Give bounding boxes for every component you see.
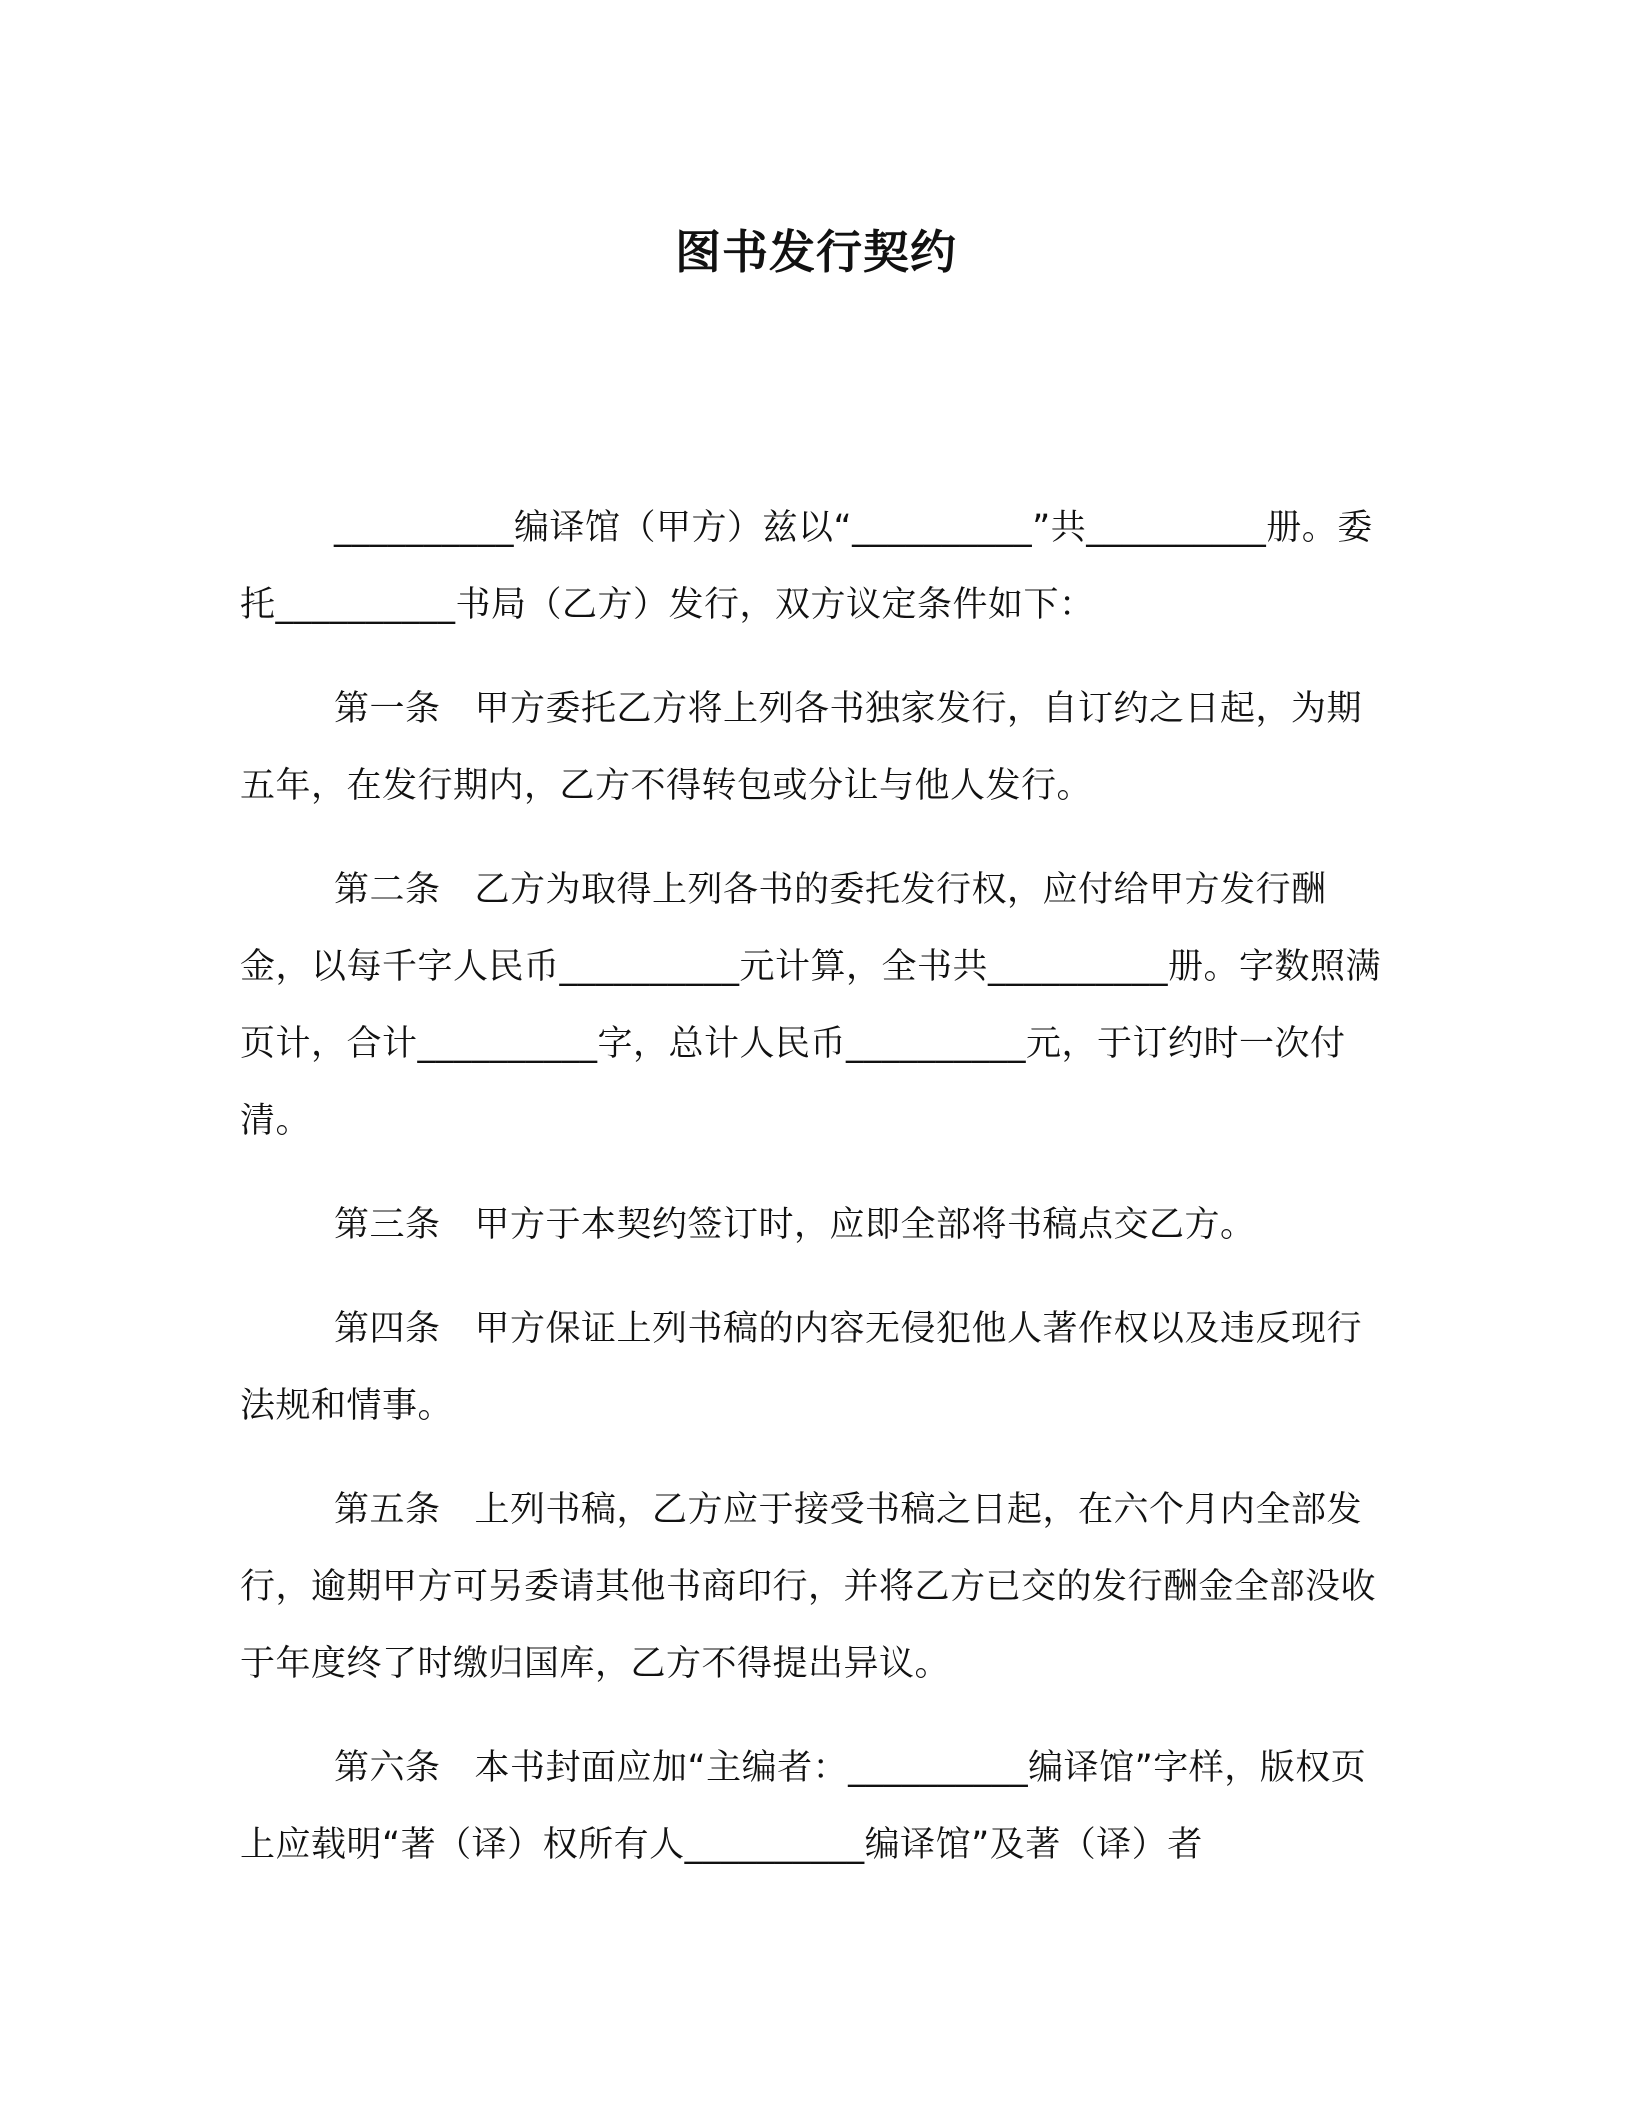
article-4-text: 甲方保证上列书稿的内容无侵犯他人著作权以及违反现行法规和情事。	[240, 1309, 1363, 1426]
preamble-paragraph	[240, 490, 1390, 644]
article-5-paragraph	[240, 1472, 1390, 1703]
article-1-text: 甲方委托乙方将上列各书独家发行，自订约之日起，为期五年，在发行期内，乙方不得转包或分让与他人发行。	[240, 689, 1363, 806]
article-3-paragraph	[240, 1187, 1390, 1264]
article-1-number: 第一条	[334, 689, 441, 729]
article-5-text: 上列书稿，乙方应于接受书稿之日起，在六个月内全部发行，逾期甲方可另委请其他书商印行，并将乙方已交的发行酬金全部没收于年度终了时缴归国库，乙方不得提出异议。	[240, 1490, 1377, 1684]
article-3-number: 第三条	[334, 1205, 441, 1245]
article-1-paragraph	[240, 671, 1390, 825]
article-4-paragraph	[240, 1291, 1390, 1445]
preamble-text: __________编译馆（甲方）兹以“__________”共__________册。委托__________书局（乙方）发行，双方议定条件如下：	[240, 508, 1373, 625]
article-2-number: 第二条	[334, 870, 441, 910]
article-2-text: 乙方为取得上列各书的委托发行权，应付给甲方发行酬金，以每千字人民币__________元计算，全书共__________册。字数照满页计，合计__________字，总计人民币__________元，于订约时一次付清。	[240, 870, 1382, 1141]
document-title: 图书发行契约	[675, 225, 957, 279]
article-6-paragraph	[240, 1730, 1390, 1884]
document-body	[240, 490, 1390, 1911]
article-5-number: 第五条	[334, 1490, 441, 1530]
article-4-number: 第四条	[334, 1309, 441, 1349]
article-6-number: 第六条	[334, 1748, 441, 1788]
article-2-paragraph	[240, 852, 1390, 1160]
article-3-text: 甲方于本契约签订时，应即全部将书稿点交乙方。	[474, 1205, 1256, 1245]
article-6-text: 本书封面应加“主编者：__________编译馆”字样，版权页上应载明“著（译）权所有人__________编译馆”及著（译）者	[240, 1748, 1367, 1865]
